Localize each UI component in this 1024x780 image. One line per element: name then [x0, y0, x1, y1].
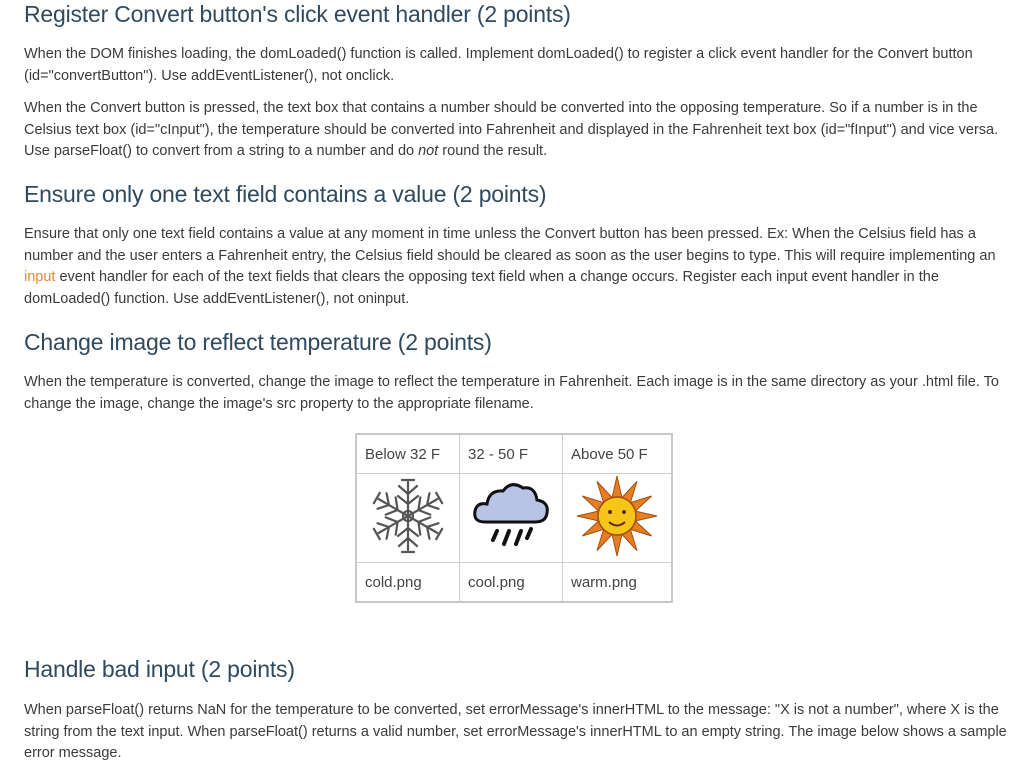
table-header-cell: Below 32 F	[356, 434, 460, 474]
paragraph-one-field: Ensure that only one text field contains a value at any moment in time unless the Convert button has been pressed. Ex: When the Celsius field has a number and the user enters a Fahrenheit entry, the Celsius field should be cleared as soon as the user begins to type. This will require implementing an input event handler for each of the text fields that clears the opposing text field when a change occurs. Register each input event handler in the domLoaded() function. Use addEventListener(), not oninput.	[24, 226, 996, 307]
heading-one-field: Ensure only one text field contains a value (2 points)	[24, 181, 547, 207]
table-image-cell	[460, 474, 563, 563]
table-image-cell	[563, 474, 673, 563]
paragraph-bad-input: When parseFloat() returns NaN for the temperature to be converted, set errorMessage's innerHTML to the message: "X is not a number", where X is the string from the text input. When parseFloat() returns a valid number, set errorMessage's innerHTML to an empty string. The image below shows a sample error message.	[24, 702, 1007, 761]
snowflake-icon	[368, 476, 448, 556]
paragraph-image: When the temperature is converted, change the image to reflect the temperature in Fahrenheit. Each image is in the same directory as your .html file. To change the image, change the image's src property to the appropriate filename.	[24, 374, 999, 412]
table-filename-row	[356, 563, 672, 603]
table-image-row	[356, 474, 672, 563]
image-table	[355, 433, 673, 603]
heading-register: Register Convert button's click event handler (2 points)	[24, 1, 571, 27]
heading-image: Change image to reflect temperature (2 points)	[24, 329, 492, 355]
sun-icon	[575, 474, 659, 558]
table-header-cell: 32 - 50 F	[460, 434, 563, 474]
table-image-cell	[356, 474, 460, 563]
rain-cloud-icon	[469, 476, 553, 556]
paragraph-register-1: When the DOM finishes loading, the domLoaded() function is called. Implement domLoaded() to register a click event handler for the Convert button (id="convertButton"). Use addEventListener(), not onclick.	[24, 46, 973, 84]
table-header-row	[356, 434, 672, 474]
paragraph-register-2: When the Convert button is pressed, the text box that contains a number should be converted into the opposing temperature. So if a number is in the Celsius text box (id="cInput"), the temperature should be converted into Fahrenheit and displayed in the Fahrenheit text box (id="fInput") and vice versa. Use parseFloat() to convert from a string to a number and do not round the result.	[24, 100, 999, 159]
emphasis-not: not	[418, 143, 439, 159]
table-filename-cell: warm.png	[563, 563, 673, 603]
table-filename-cell: cool.png	[460, 563, 563, 603]
table-header-cell: Above 50 F	[563, 434, 673, 474]
heading-bad-input: Handle bad input (2 points)	[24, 656, 295, 682]
input-event-link[interactable]: input	[24, 269, 56, 285]
table-filename-cell: cold.png	[356, 563, 460, 603]
